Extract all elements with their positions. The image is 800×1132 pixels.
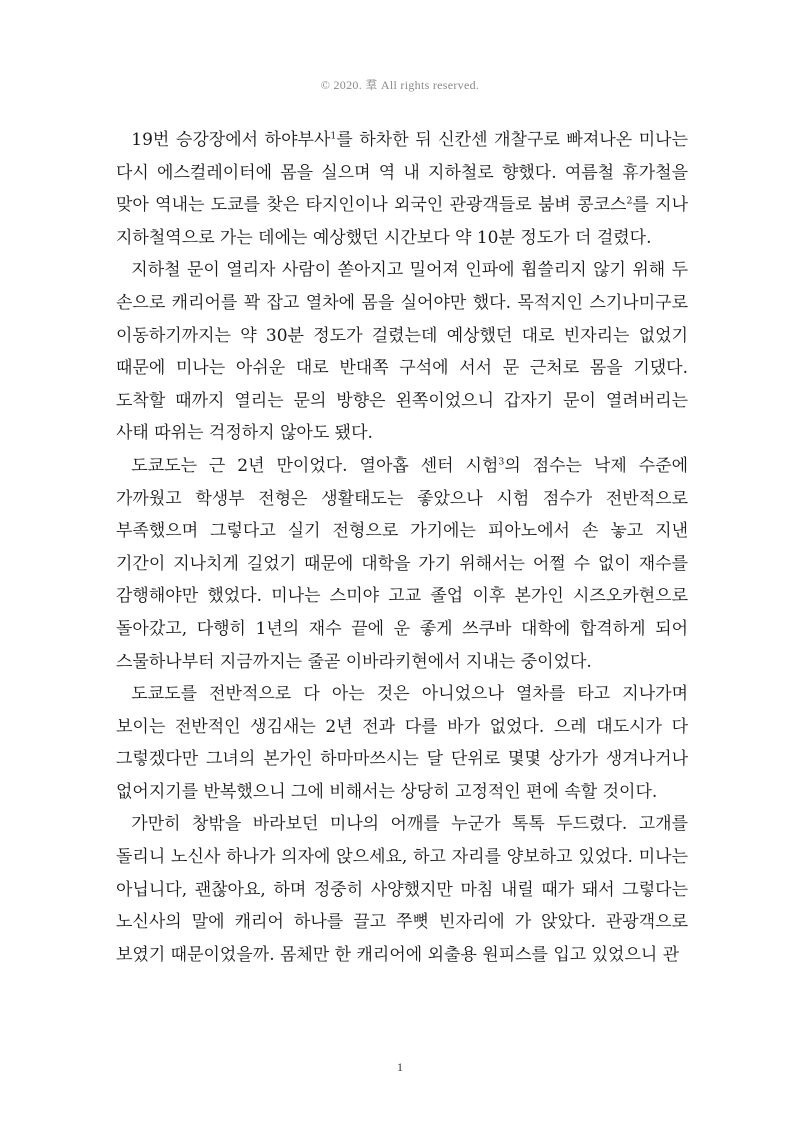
footnote-marker: 3: [498, 456, 505, 468]
paragraph-text: 를 하차한 뒤 신칸센 개찰구로 빠져나온 미나는 다시 에스컬레이터에 몸을 실으며 역 내 지하철로 향했다. 여름철 휴가철을 맞아 역내는 도쿄를 찾은 타지인이나 외국인 관광객들로 붐벼 콩코스: [116, 130, 688, 216]
footnote-marker: 1: [330, 130, 337, 142]
paragraph: [116, 450, 688, 678]
paragraph-text: 지하철 문이 열리자 사람이 쏟아지고 밀어져 인파에 휩쓸리지 않기 위해 두 손으로 캐리어를 꽉 잡고 열차에 몸을 실어야만 했다. 목적지인 스기나미구로 이동하기까지는 약 30분 정도가 걸렸는데 예상했던 대로 빈자리는 없었기 때문에 미나는 아쉬운 대로 반대쪽 구석에 서서 문 근처로 몸을 기댔다. 도착할 때까지 열리는 문의 방향은 왼쪽이었으니 갑자기 문이 열려버리는 사태 따위는 걱정하지 않아도 됐다.: [116, 260, 688, 444]
paragraph: [116, 254, 688, 450]
paragraph-text: 도쿄도는 근 2년 만이었다. 열아홉 센터 시험: [131, 455, 499, 476]
paragraph: [116, 678, 688, 808]
paragraph-text: 를 지나 지하철역으로 가는 데에는 예상했던 시간보다 약 10분 정도가 더 걸렸다.: [116, 195, 689, 248]
footnote-marker: 2: [626, 195, 633, 207]
body-text: [116, 124, 688, 971]
copyright-notice: © 2020. 羣 All rights reserved.: [320, 78, 480, 92]
paragraph-text: 가만히 창밖을 바라보던 미나의 어깨를 누군가 톡톡 두드렸다. 고개를 돌리니 노신사 하나가 의자에 앉으세요, 하고 자리를 양보하고 있었다. 미나는 아닙니다, 괜찮아요, 하며 정중히 사양했지만 마침 내릴 때가 돼서 그렇다는 노신사의 말에 캐리어 하나를 끌고 쭈뼛 빈자리에 가 앉았다. 관광객으로 보였기 때문이었을까. 몸체만 한 캐리어에 외출용 원피스를 입고 있었으니 관: [116, 814, 688, 965]
paragraph-text: 19번 승강장에서 하야부사: [131, 130, 331, 150]
paragraph-text: 도쿄도를 전반적으로 다 아는 것은 아니었으나 열차를 타고 지나가며 보이는 전반적인 생김새는 2년 전과 다를 바가 없었다. 으레 대도시가 다 그렇겠다만 그녀의 본가인 하마마쓰시는 달 단위로 몇몇 상가가 생겨나거나 없어지기를 반복했으니 그에 비해서는 상당히 고정적인 편에 속할 것이다.: [116, 684, 688, 802]
paragraph: [116, 808, 688, 971]
page-number: 1: [397, 1060, 403, 1074]
paragraph-text: 의 점수는 낙제 수준에 가까웠고 학생부 전형은 생활태도는 좋았으나 시험 점수가 전반적으로 부족했으며 그렇다고 실기 전형으로 가기에는 피아노에서 손 놓고 지낸 기간이 지나치게 길었기 때문에 대학을 가기 위해서는 어쩔 수 없이 재수를 감행해야만 했었다. 미나는 스미야 고교 졸업 이후 본가인 시즈오카현으로 돌아갔고, 다행히 1년의 재수 끝에 운 좋게 쓰쿠바 대학에 합격하게 되어 스물하나부터 지금까지는 줄곧 이바라키현에서 지내는 중이었다.: [116, 455, 688, 672]
paragraph: [116, 124, 688, 254]
